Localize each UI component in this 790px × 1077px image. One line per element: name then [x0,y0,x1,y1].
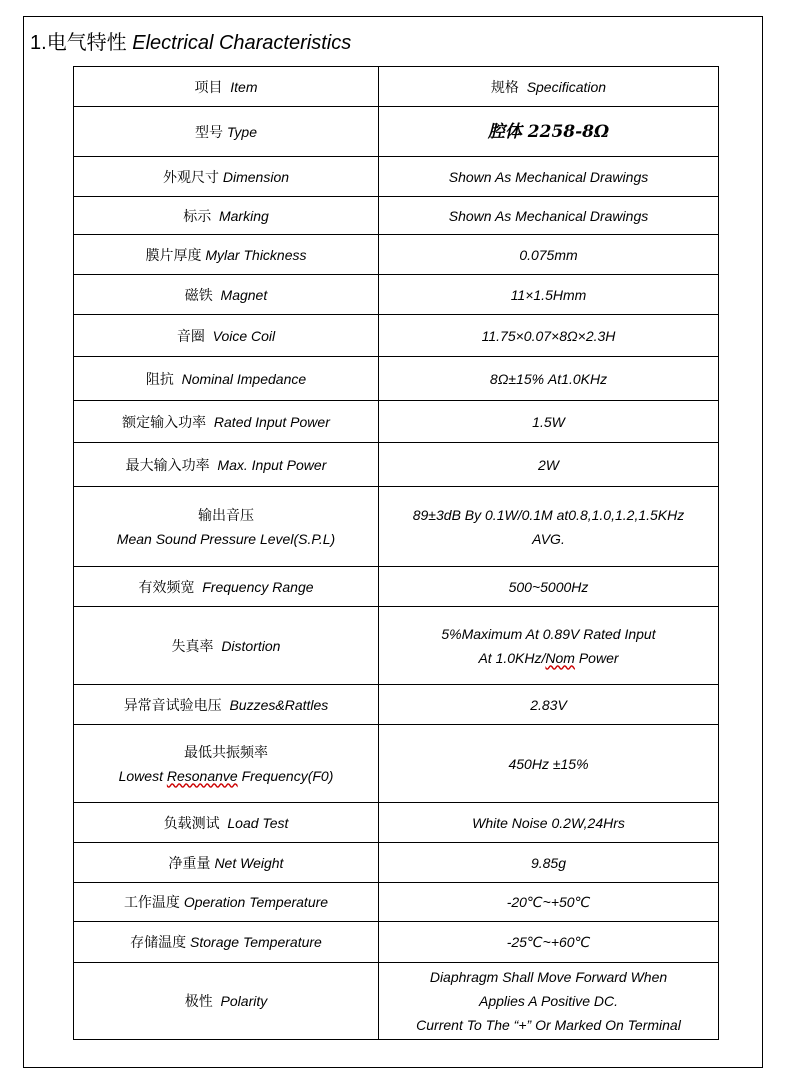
spec-cell [379,107,719,157]
spec-cell: -20℃~+50℃ [379,883,719,922]
section-title [30,28,351,57]
spec-cell: 8Ω±15% At1.0KHz [379,357,719,401]
spec-cell: 89±3dB By 0.1W/0.1M at0.8,1.0,1.2,1.5KHz AVG. [379,487,719,567]
item-cell: 额定输入功率 Rated Input Power [74,401,379,443]
table-row [74,487,719,567]
item-cell: 极性 Polarity [74,963,379,1040]
table-row [74,443,719,487]
table-row [74,401,719,443]
item-cell: 外观尺寸 Dimension [74,157,379,197]
item-cell: 负载测试 Load Test [74,803,379,843]
item-cell: 输出音压 Mean Sound Pressure Level(S.P.L) [74,487,379,567]
section-number: 1. [30,32,47,54]
item-cell: 异常音试验电压 Buzzes&Rattles [74,685,379,725]
spec-cell: 2.83V [379,685,719,725]
spec-cell: 0.075mm [379,235,719,275]
spec-cell: Shown As Mechanical Drawings [379,157,719,197]
table-row [74,197,719,235]
table-row [74,883,719,922]
table-row [74,275,719,315]
table-row [74,357,719,401]
header-spec: 规格 Specification [379,67,719,107]
table-row [74,107,719,157]
section-title-en: Electrical Characteristics [132,32,352,54]
spec-cell: Diaphragm Shall Move Forward When Applies A Positive DC. Current To The “+” Or Marked On Terminal [379,963,719,1040]
spec-cell: 5%Maximum At 0.89V Rated Input At 1.0KHz/Nom Power [379,607,719,685]
spec-cell: 11×1.5Hmm [379,275,719,315]
table-row [74,725,719,803]
header-item: 项目 Item [74,67,379,107]
item-cell: 净重量 Net Weight [74,843,379,883]
item-cell: 有效频宽 Frequency Range [74,567,379,607]
model-name: 腔体 2258-8Ω [487,121,610,142]
item-cell: 失真率 Distortion [74,607,379,685]
table-row [74,235,719,275]
spec-cell: -25℃~+60℃ [379,922,719,963]
spec-table [73,66,719,1040]
table-row [74,843,719,883]
table-row [74,963,719,1040]
item-cell: 标示 Marking [74,197,379,235]
spec-cell: 9.85g [379,843,719,883]
item-cell: 最大输入功率 Max. Input Power [74,443,379,487]
spec-cell: 11.75×0.07×8Ω×2.3H [379,315,719,357]
item-cell: 膜片厚度 Mylar Thickness [74,235,379,275]
table-header-row [74,67,719,107]
item-cell: 最低共振频率 Lowest Resonanve Frequency(F0) [74,725,379,803]
item-cell: 磁铁 Magnet [74,275,379,315]
table-row [74,157,719,197]
item-cell: 型号 Type [74,107,379,157]
item-cell: 音圈 Voice Coil [74,315,379,357]
spec-cell: Shown As Mechanical Drawings [379,197,719,235]
item-cell: 阻抗 Nominal Impedance [74,357,379,401]
table-row [74,922,719,963]
spec-cell: 1.5W [379,401,719,443]
spec-cell: 450Hz ±15% [379,725,719,803]
spec-cell: White Noise 0.2W,24Hrs [379,803,719,843]
table-row [74,315,719,357]
item-cell: 存储温度 Storage Temperature [74,922,379,963]
item-cell: 工作温度 Operation Temperature [74,883,379,922]
spec-cell: 2W [379,443,719,487]
table-row [74,685,719,725]
table-row [74,607,719,685]
section-title-cn: 电气特性 [46,30,127,54]
table-row [74,803,719,843]
table-row [74,567,719,607]
spec-cell: 500~5000Hz [379,567,719,607]
